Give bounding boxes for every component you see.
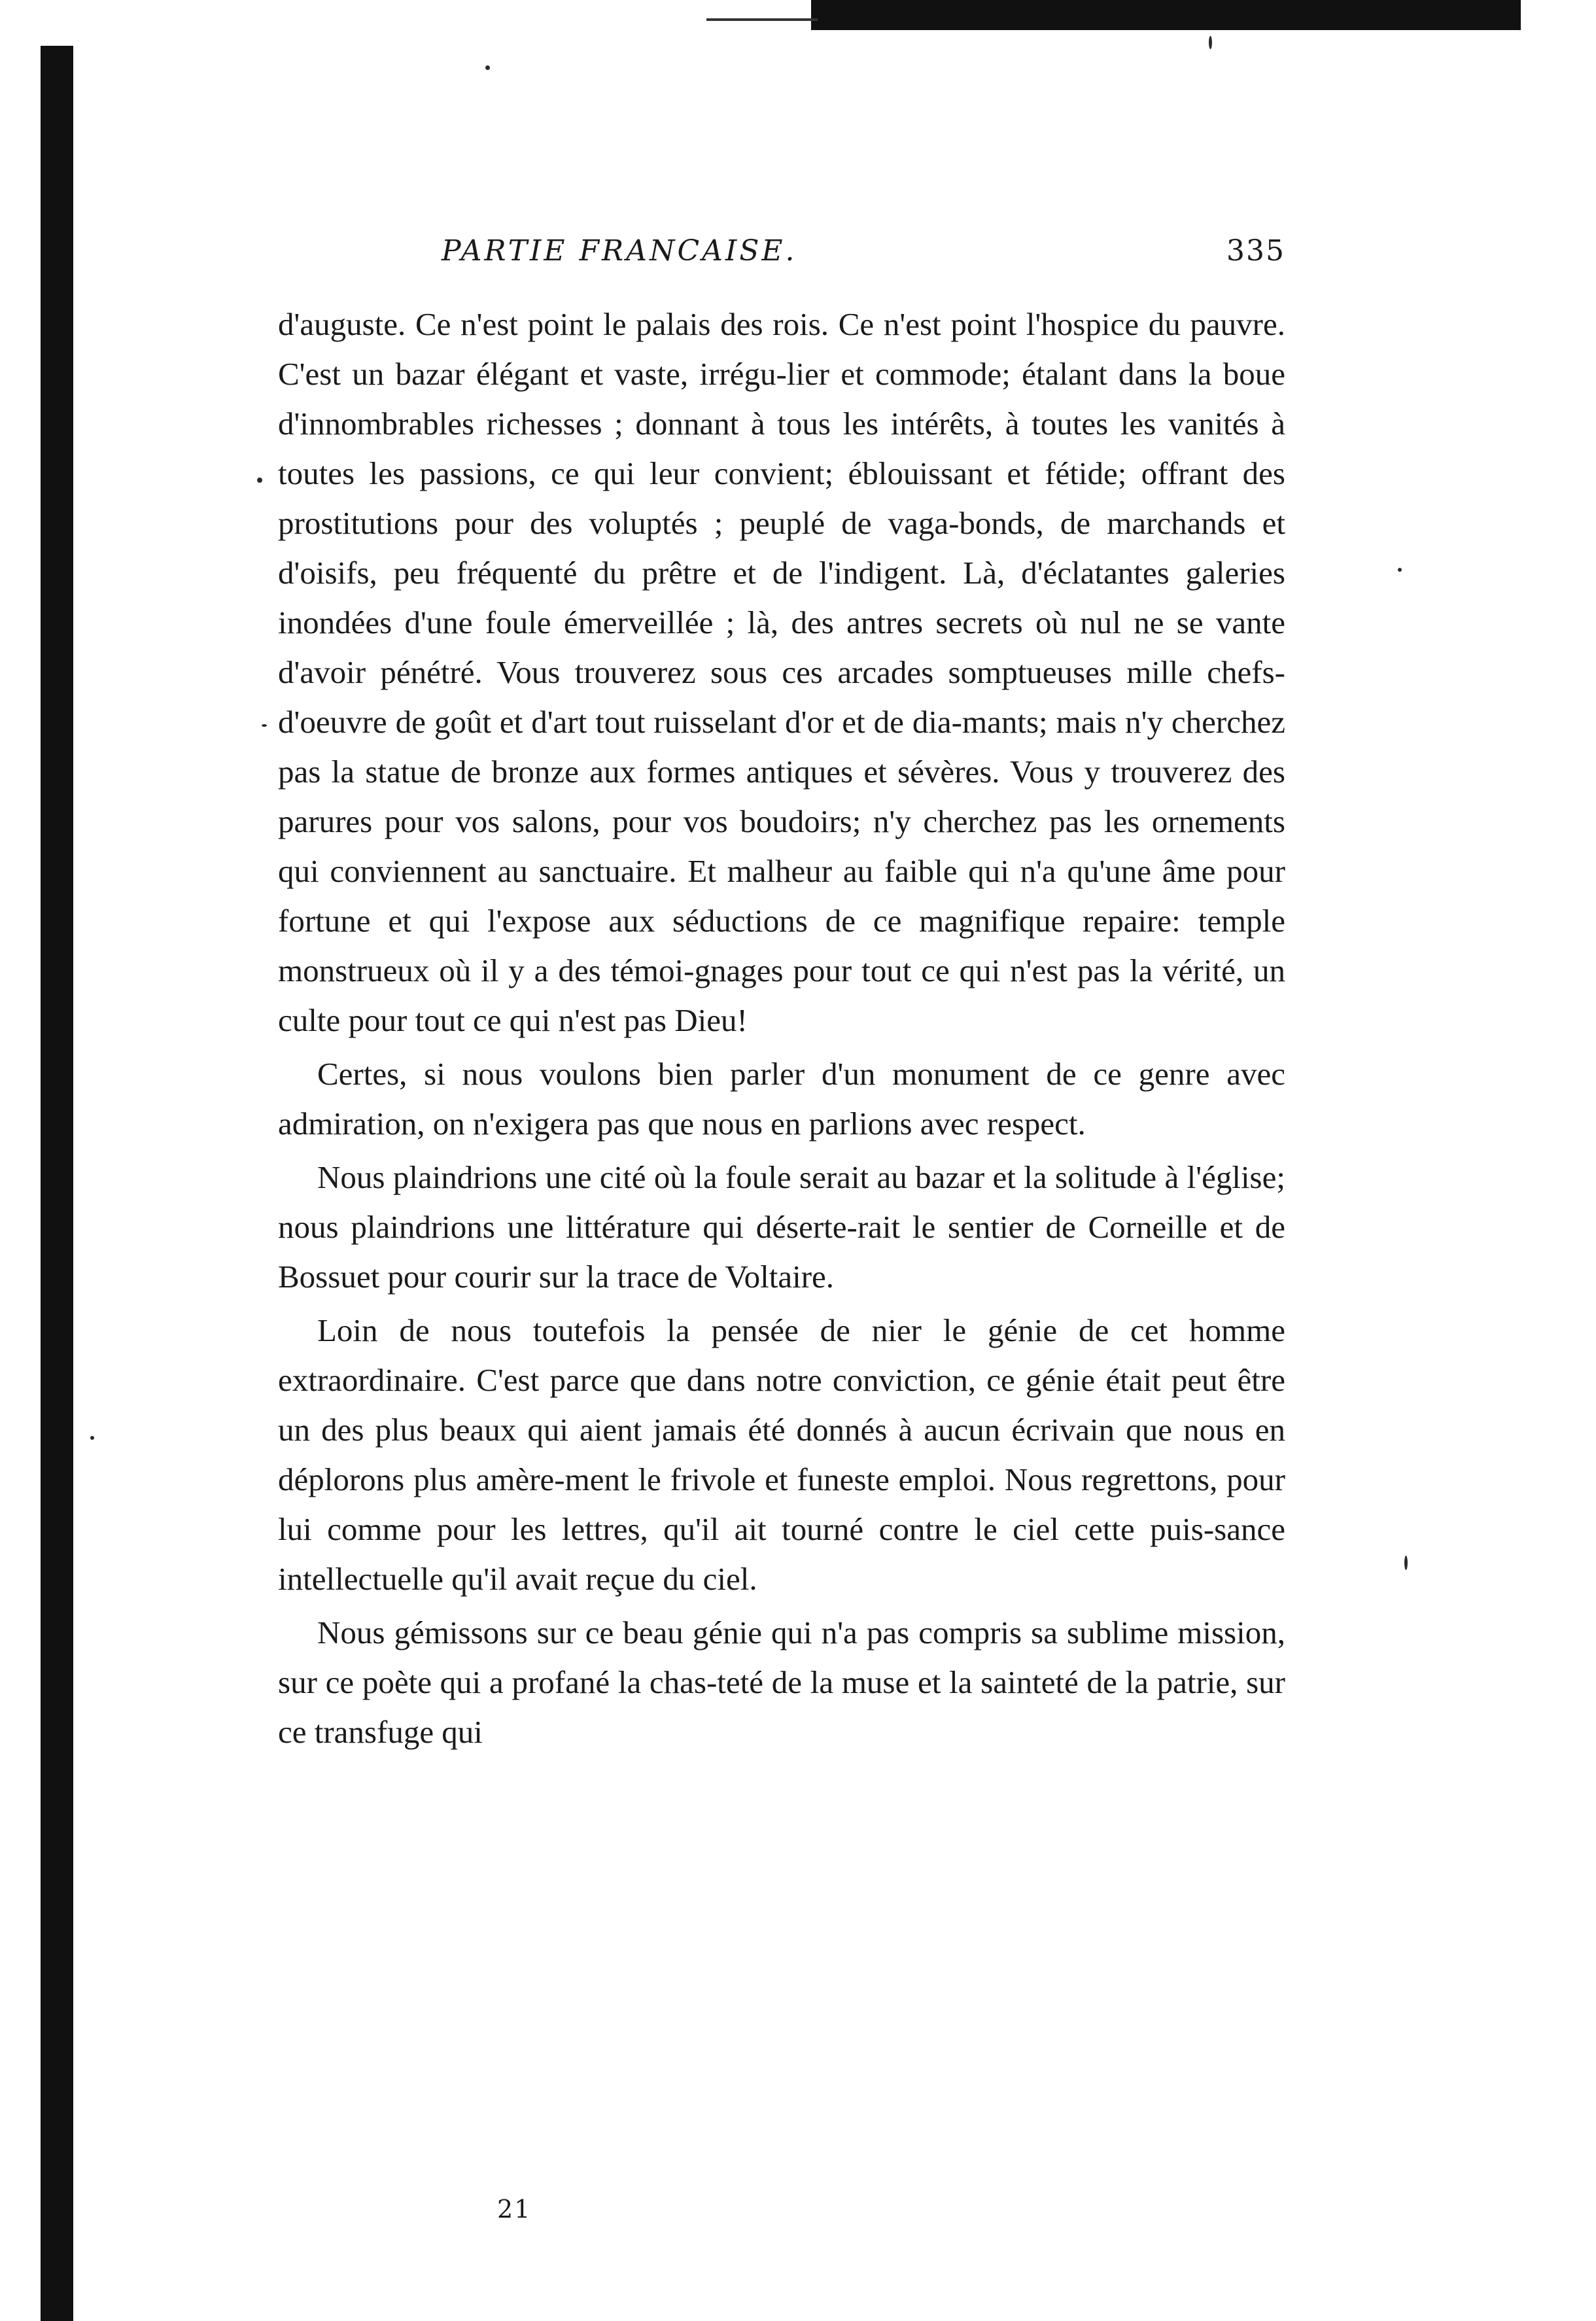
scan-rule-top — [706, 18, 818, 21]
scan-speck — [485, 65, 490, 70]
scan-speck — [90, 1436, 94, 1440]
running-head — [278, 234, 1285, 280]
paragraph: Certes, si nous voulons bien parler d'un monument de ce genre avec admiration, on n'exigera pas que nous en parlions avec respect. — [278, 1056, 1285, 1142]
scan-speck — [1209, 36, 1212, 49]
scan-edge-left — [41, 46, 73, 2321]
signature-mark: 21 — [497, 2195, 532, 2224]
paragraph: Nous gémissons sur ce beau génie qui n'a pas compris sa sublime mission, sur ce poète qui a profané la chas-teté de la muse et la sainteté de la patrie, sur ce transfuge qui — [278, 1614, 1285, 1750]
paragraph: Nous plaindrions une cité où la foule serait au bazar et la solitude à l'église; nous plaindrions une littérature qui déserte-rait le sentier de Corneille et de Bossuet pour courir sur la trace de Voltaire. — [278, 1159, 1285, 1295]
body-text — [278, 300, 1285, 1761]
scan-edge-top — [811, 0, 1521, 30]
scan-speck — [1404, 1556, 1408, 1570]
running-title: PARTIE FRANCAISE. — [442, 234, 797, 268]
scan-speck — [262, 724, 267, 727]
paragraph: d'auguste. Ce n'est point le palais des rois. Ce n'est point l'hospice du pauvre. C'est un bazar élégant et vaste, irrégu-lier et commode; étalant dans la boue d'innombrables richesses ; donnant à tous les intérêts, à toutes les vanités à toutes les passions, ce qui leur convient; éblouissant et fétide; offrant des prostitutions pour des voluptés ; peuplé de vaga-bonds, de marchands et d'oisifs, peu fréquenté du prêtre et de l'indigent. Là, d'éclatantes galeries inondées d'une foule émerveillée ; là, des antres secrets où nul ne se vante d'avoir pénétré. Vous trouverez sous ces arcades somptueuses mille chefs-d'oeuvre de goût et d'art tout ruisselant d'or et de dia-mants; mais n'y cherchez pas la statue de bronze aux formes antiques et sévères. Vous y trouverez des parures pour vos salons, pour vos boudoirs; n'y cherchez pas les ornements qui conviennent au sanctuaire. Et malheur au faible qui n'a qu'une âme pour fortune et qui l'expose aux séductions de ce magnifique repaire: temple monstrueux où il y a des témoi-gnages pour tout ce qui n'est pas la vérité, un culte pour tout ce qui n'est pas Dieu! — [278, 306, 1285, 1038]
scan-speck — [1398, 568, 1402, 572]
scan-speck — [257, 478, 262, 483]
paragraph: Loin de nous toutefois la pensée de nier le génie de cet homme extraordinaire. C'est parce que dans notre conviction, ce génie était peut être un des plus beaux qui aient jamais été donnés à aucun écrivain que nous en déplorons plus amère-ment le frivole et funeste emploi. Nous regrettons, pour lui comme pour les lettres, qu'il ait tourné contre le ciel cette puis-sance intellectuelle qu'il avait reçue du ciel. — [278, 1312, 1285, 1597]
page-number: 335 — [1226, 234, 1285, 268]
